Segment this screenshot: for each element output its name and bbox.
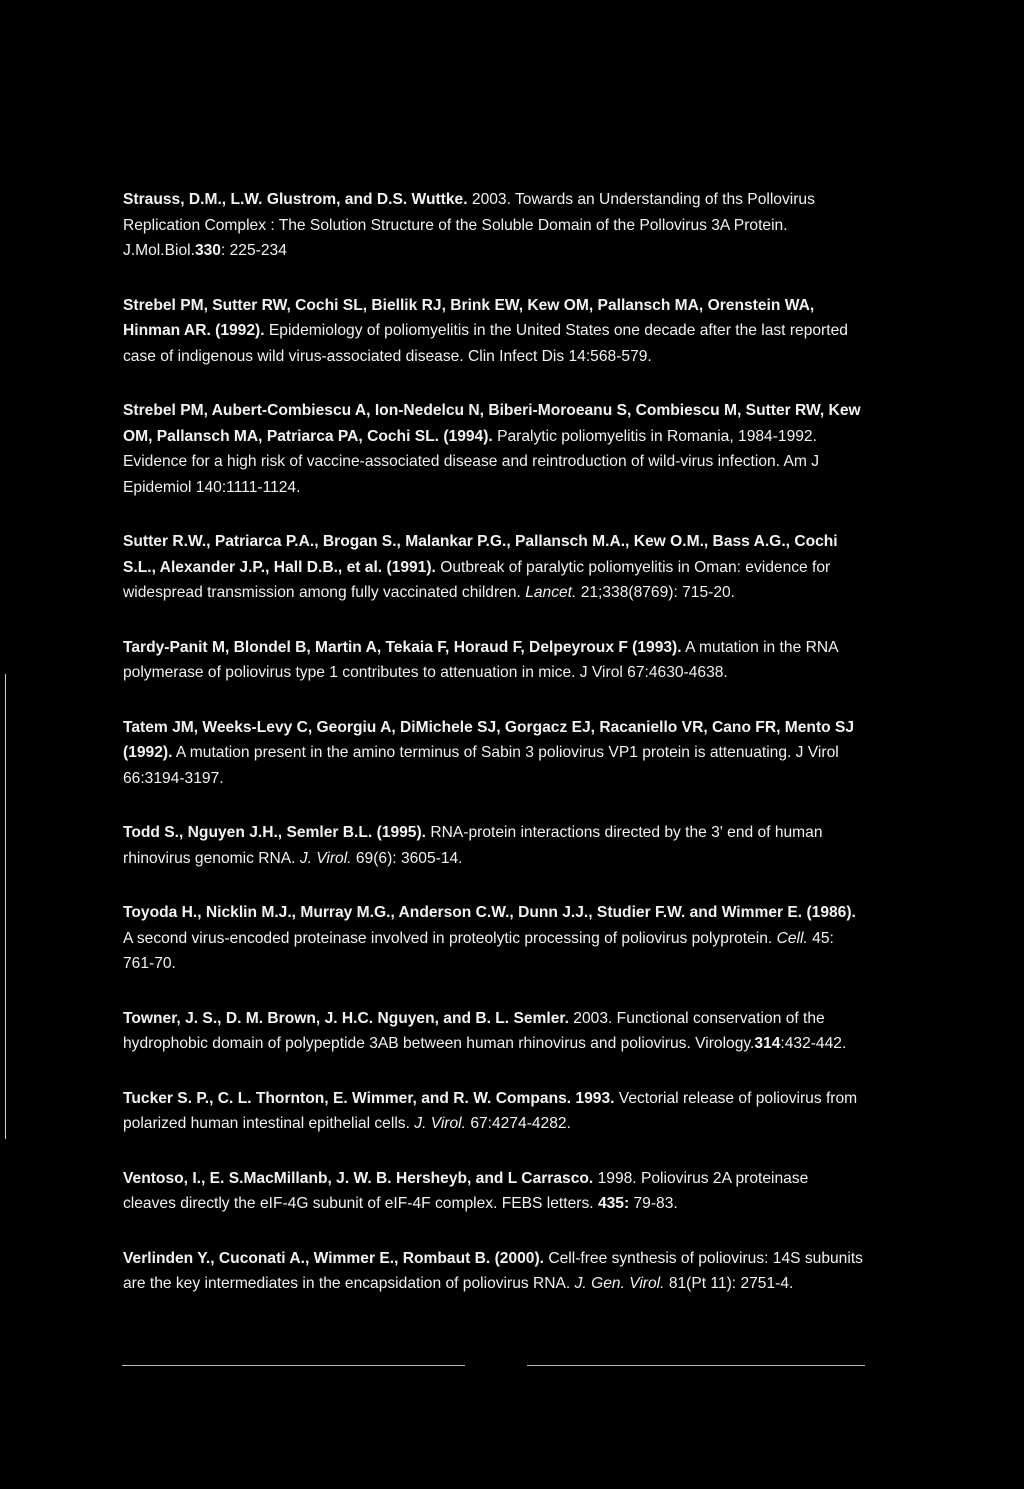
reference-volume: 330 (194, 242, 221, 259)
reference-entry (123, 715, 863, 792)
reference-authors: Strebel PM, Sutter RW, Cochi SL, Biellik RJ, Brink EW, Kew OM, Pallansch MA, Orenstein WA, Hinman AR. (1992). (123, 296, 815, 339)
reference-tail: 81(Pt 11): 2751-4. (668, 1275, 794, 1292)
reference-pages: : 225-234 (220, 242, 287, 259)
reference-pages: :432-442. (780, 1035, 847, 1052)
reference-entry (123, 529, 863, 606)
reference-text: Epidemiology of poliomyelitis in the United States one decade after the last reported case of indigenous wild virus-associated disease. Clin Infect Dis 14:568-579. (123, 322, 848, 365)
reference-journal: J. Virol. (299, 849, 352, 867)
reference-authors: Verlinden Y., Cuconati A., Wimmer E., Rombaut B. (2000). (123, 1249, 544, 1267)
reference-text: A second virus-encoded proteinase involved in proteolytic processing of poliovirus polyprotein. (123, 929, 773, 947)
reference-tail: 69(6): 3605-14. (355, 849, 463, 867)
reference-entry (123, 293, 863, 370)
reference-text: Cell-free synthesis of poliovirus: 14S subunits are the key intermediates in the encapsidation of poliovirus RNA. (123, 1249, 863, 1292)
reference-authors: Strebel PM, Aubert-Combiescu A, Ion-Nedelcu N, Biberi-Moroeanu S, Combiescu M, Sutter RW, Kew OM, Pallansch MA, Patriarca PA, Cochi SL. (1994). (123, 402, 861, 445)
footnote-rule-left (122, 1365, 465, 1366)
reference-authors: Tardy-Panit M, Blondel B, Martin A, Tekaia F, Horaud F, Delpeyroux F (1993). (123, 638, 682, 656)
reference-authors: Tucker S. P., C. L. Thornton, E. Wimmer, and R. W. Compans. 1993. (123, 1089, 615, 1107)
reference-authors: Towner, J. S., D. M. Brown, J. H.C. Nguyen, and B. L. Semler. (123, 1009, 569, 1027)
reference-entry (123, 1166, 863, 1217)
reference-journal: J. Gen. Virol. (574, 1275, 665, 1292)
reference-title: Towards an Understanding of ths Pollovirus Replication Complex : The Solution Structure of the Soluble Domain of the Pollovirus 3A Protein. J.Mol.Biol. (123, 191, 815, 259)
reference-volume: 314 (754, 1035, 781, 1052)
reference-authors: Tatem JM, Weeks-Levy C, Georgiu A, DiMichele SJ, Gorgacz EJ, Racaniello VR, Cano FR, Mento SJ (1992). (123, 718, 855, 761)
reference-authors: Todd S., Nguyen J.H., Semler B.L. (1995). (123, 824, 426, 841)
scan-margin-line (5, 674, 6, 1139)
reference-volume: 435: (597, 1195, 630, 1212)
footnote-rule-right (527, 1365, 865, 1366)
reference-entry (123, 1246, 863, 1297)
reference-entry (123, 187, 863, 264)
reference-text: Vectorial release of poliovirus from polarized human intestinal epithelial cells. (123, 1089, 858, 1132)
reference-year: 1998. (597, 1169, 637, 1187)
reference-entry (123, 820, 863, 871)
reference-authors: Strauss, D.M., L.W. Glustrom, and D.S. Wuttke. (123, 191, 468, 208)
reference-entry (123, 1086, 863, 1137)
reference-authors: Sutter R.W., Patriarca P.A., Brogan S., Malankar P.G., Pallansch M.A., Kew O.M., Bass A.G., Cochi S.L., Alexander J.P., Hall D.B., et al. (1991). (123, 533, 838, 576)
reference-year: 2003. (471, 191, 511, 208)
reference-title: Poliovirus 2A proteinase cleaves directly the eIF-4G subunit of eIF-4F complex. FEBS letters. (123, 1169, 809, 1212)
reference-journal: Cell. (776, 929, 808, 947)
reference-authors: Ventoso, I., E. S.MacMillanb, J. W. B. Hersheyb, and L Carrasco. (123, 1169, 594, 1187)
reference-text: RNA-protein interactions directed by the 3' end of human rhinovirus genomic RNA. (123, 824, 823, 867)
reference-entry (123, 398, 863, 500)
reference-entry (123, 900, 863, 977)
reference-title: Functional conservation of the hydrophobic domain of polypeptide 3AB between human rhinovirus and poliovirus. Virology. (123, 1009, 825, 1052)
reference-list (123, 187, 863, 1326)
reference-journal: Lancet. (525, 584, 577, 601)
reference-tail: 67:4274-4282. (470, 1115, 571, 1132)
reference-pages: 79-83. (633, 1195, 678, 1212)
reference-year: 2003. (573, 1009, 613, 1027)
reference-journal: J. Virol. (414, 1115, 466, 1132)
reference-entry (123, 1006, 863, 1057)
reference-tail: 21;338(8769): 715-20. (580, 584, 736, 601)
reference-entry (123, 635, 863, 686)
reference-authors: Toyoda H., Nicklin M.J., Murray M.G., Anderson C.W., Dunn J.J., Studier F.W. and Wimmer E. (1986). (123, 904, 856, 921)
reference-text: Paralytic poliomyelitis in Romania, 1984-1992. Evidence for a high risk of vaccine-associated disease and reintroduction of wild-virus infection. Am J Epidemiol 140:1111-1124. (123, 427, 820, 496)
reference-text: A mutation present in the amino terminus of Sabin 3 poliovirus VP1 protein is attenuating. J Virol 66:3194-3197. (123, 744, 839, 787)
reference-text: A mutation in the RNA polymerase of poliovirus type 1 contributes to attenuation in mice. J Virol 67:4630-4638. (123, 638, 838, 681)
reference-text: Outbreak of paralytic poliomyelitis in Oman: evidence for widespread transmission among fully vaccinated children. (123, 558, 831, 601)
reference-tail: 45: 761-70. (123, 929, 834, 972)
